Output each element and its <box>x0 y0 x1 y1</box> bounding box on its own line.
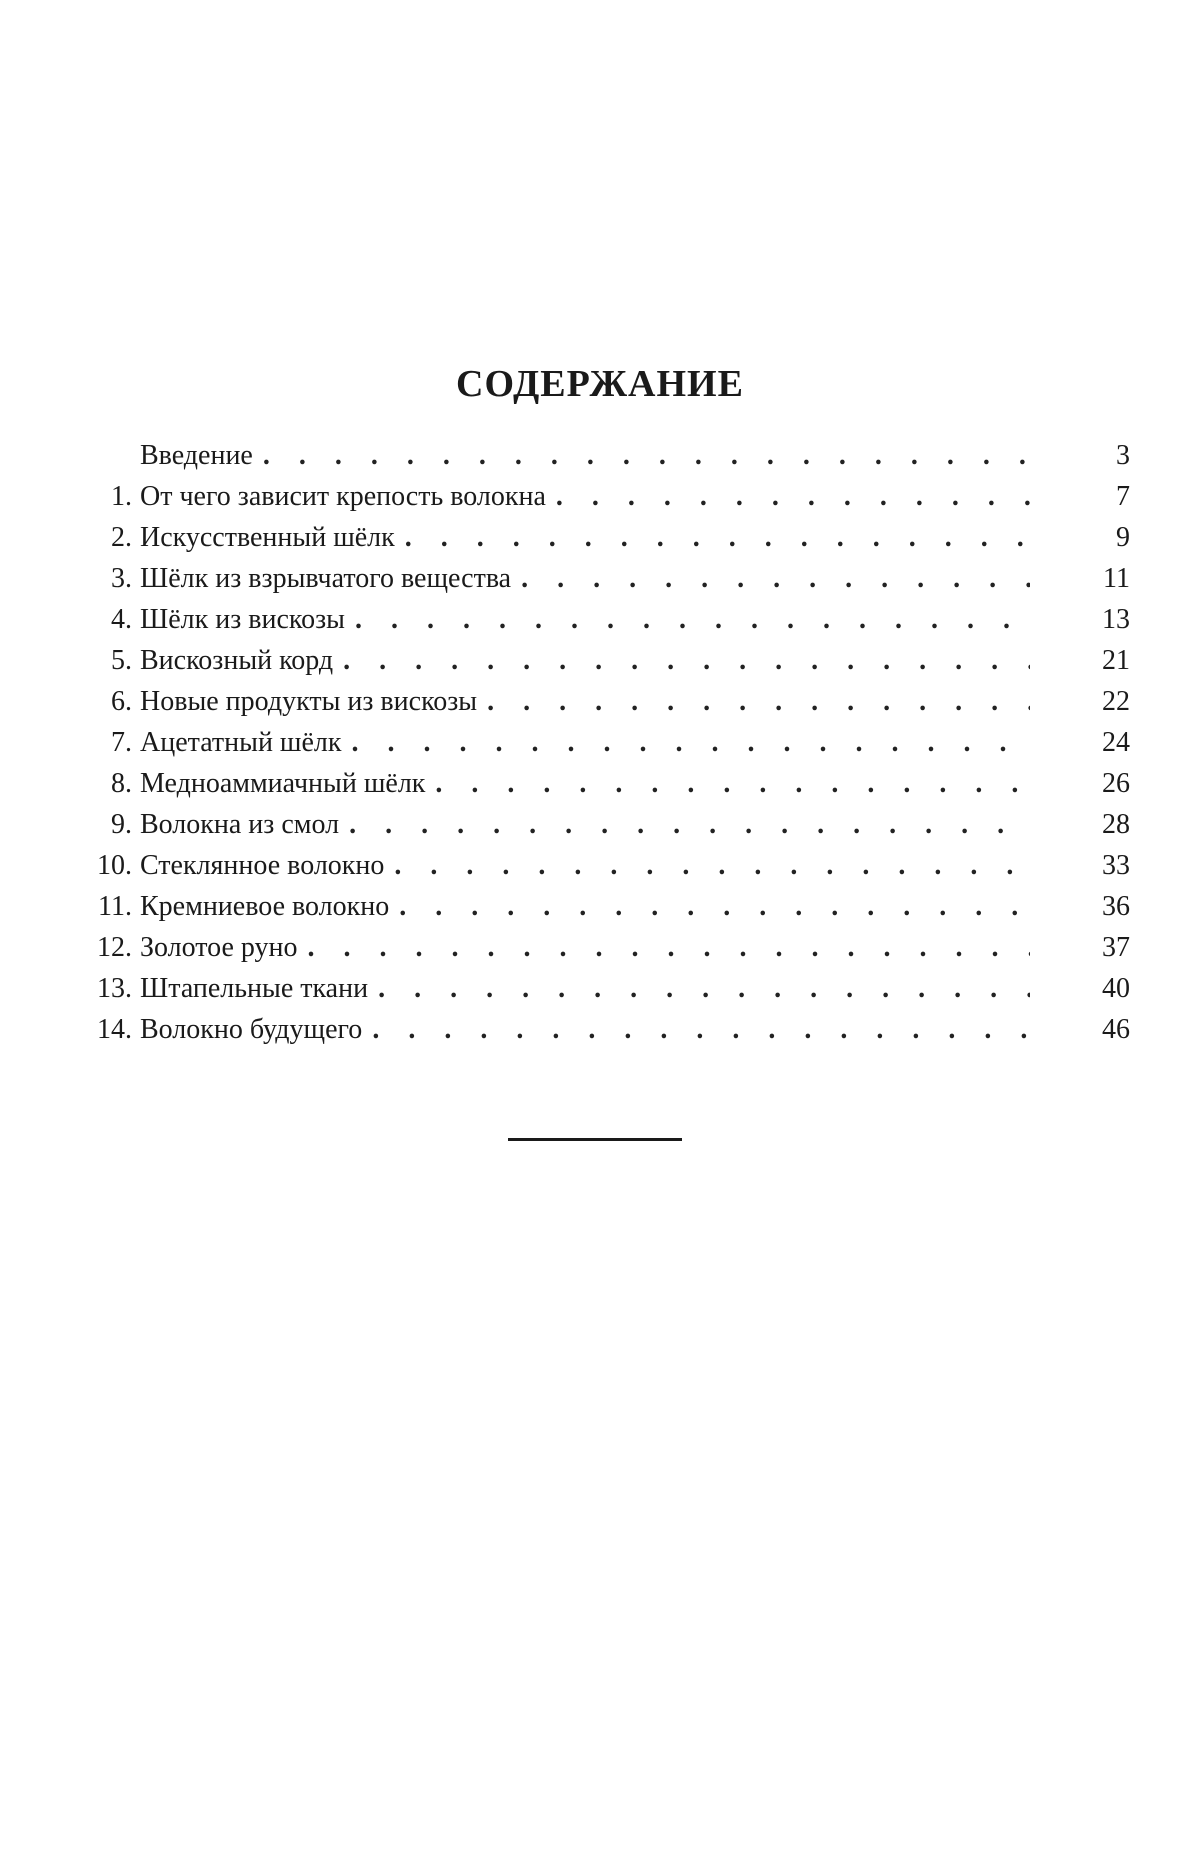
toc-leader-dots <box>352 722 1031 763</box>
toc-entry-title: Золотое руно <box>132 927 308 968</box>
toc-entry-page: 46 <box>1102 1014 1130 1045</box>
toc-entry <box>70 886 1130 927</box>
toc-entry-page: 33 <box>1102 850 1130 881</box>
toc-entry-title: Вискозный корд <box>132 640 343 681</box>
toc-leader-dots <box>521 558 1030 599</box>
toc-entry-title: Волокна из смол <box>132 804 349 845</box>
toc-entry-page: 21 <box>1102 645 1130 676</box>
toc-entry-number: 5. <box>111 645 132 676</box>
toc-entry-number: 13. <box>97 973 132 1004</box>
toc-entry <box>70 968 1130 1009</box>
toc-entry-title: Новые продукты из вискозы <box>132 681 487 722</box>
toc-entry-title: Шёлк из вискозы <box>132 599 355 640</box>
toc-entry-title: Искусственный шёлк <box>132 517 405 558</box>
toc-entry <box>70 722 1130 763</box>
toc-entry-title: Ацетатный шёлк <box>132 722 352 763</box>
toc-entry-page: 24 <box>1102 727 1130 758</box>
toc-entry <box>70 681 1130 722</box>
toc-entry-number: 11. <box>98 891 132 922</box>
toc-leader-dots <box>372 1009 1030 1050</box>
toc-entry-page: 9 <box>1116 522 1130 553</box>
toc-entry-page: 11 <box>1103 563 1130 594</box>
toc-leader-dots <box>378 968 1030 1009</box>
toc-entry-number: 3. <box>111 563 132 594</box>
toc-entry-number: 12. <box>97 932 132 963</box>
toc-entry <box>70 640 1130 681</box>
toc-leader-dots <box>343 640 1030 681</box>
toc-entry-number: 10. <box>97 850 132 881</box>
table-of-contents <box>70 435 1130 1050</box>
toc-leader-dots <box>394 845 1030 886</box>
toc-entry-title: Медноаммиачный шёлк <box>132 763 435 804</box>
toc-leader-dots <box>355 599 1030 640</box>
toc-entry-title: Волокно будущего <box>132 1009 372 1050</box>
toc-entry-page: 36 <box>1102 891 1130 922</box>
toc-entry <box>70 804 1130 845</box>
toc-entry-page: 3 <box>1116 440 1130 471</box>
toc-entry-page: 7 <box>1116 481 1130 512</box>
toc-entry <box>70 476 1130 517</box>
toc-leader-dots <box>308 927 1030 968</box>
section-divider <box>508 1138 682 1141</box>
toc-leader-dots <box>399 886 1030 927</box>
toc-entry <box>70 558 1130 599</box>
toc-leader-dots <box>556 476 1030 517</box>
toc-entry-number: 6. <box>111 686 132 717</box>
toc-leader-dots <box>349 804 1030 845</box>
toc-entry <box>70 763 1130 804</box>
toc-entry-number: 14. <box>97 1014 132 1045</box>
toc-entry-number: 9. <box>111 809 132 840</box>
toc-entry-number: 8. <box>111 768 132 799</box>
toc-entry <box>70 927 1130 968</box>
toc-entry <box>70 435 1130 476</box>
toc-entry-title: Стеклянное волокно <box>132 845 394 886</box>
toc-entry-number: 2. <box>111 522 132 553</box>
toc-entry-number: 4. <box>111 604 132 635</box>
toc-leader-dots <box>405 517 1030 558</box>
toc-entry-page: 40 <box>1102 973 1130 1004</box>
toc-entry-page: 37 <box>1102 932 1130 963</box>
toc-entry-title: От чего зависит крепость волокна <box>132 476 556 517</box>
toc-entry-page: 22 <box>1102 686 1130 717</box>
page-title: СОДЕРЖАНИЕ <box>456 363 744 405</box>
toc-entry-page: 13 <box>1102 604 1130 635</box>
toc-entry-number: 7. <box>111 727 132 758</box>
toc-entry-number: 1. <box>111 481 132 512</box>
toc-entry-title: Кремниевое волокно <box>132 886 399 927</box>
toc-entry-page: 26 <box>1102 768 1130 799</box>
toc-entry <box>70 599 1130 640</box>
toc-entry-title: Штапельные ткани <box>132 968 378 1009</box>
toc-entry-title: Введение <box>132 435 263 476</box>
toc-entry <box>70 517 1130 558</box>
toc-entry-page: 28 <box>1102 809 1130 840</box>
toc-leader-dots <box>263 435 1030 476</box>
toc-leader-dots <box>487 681 1030 722</box>
toc-entry <box>70 845 1130 886</box>
toc-leader-dots <box>435 763 1030 804</box>
toc-entry <box>70 1009 1130 1050</box>
toc-entry-title: Шёлк из взрывчатого вещества <box>132 558 521 599</box>
